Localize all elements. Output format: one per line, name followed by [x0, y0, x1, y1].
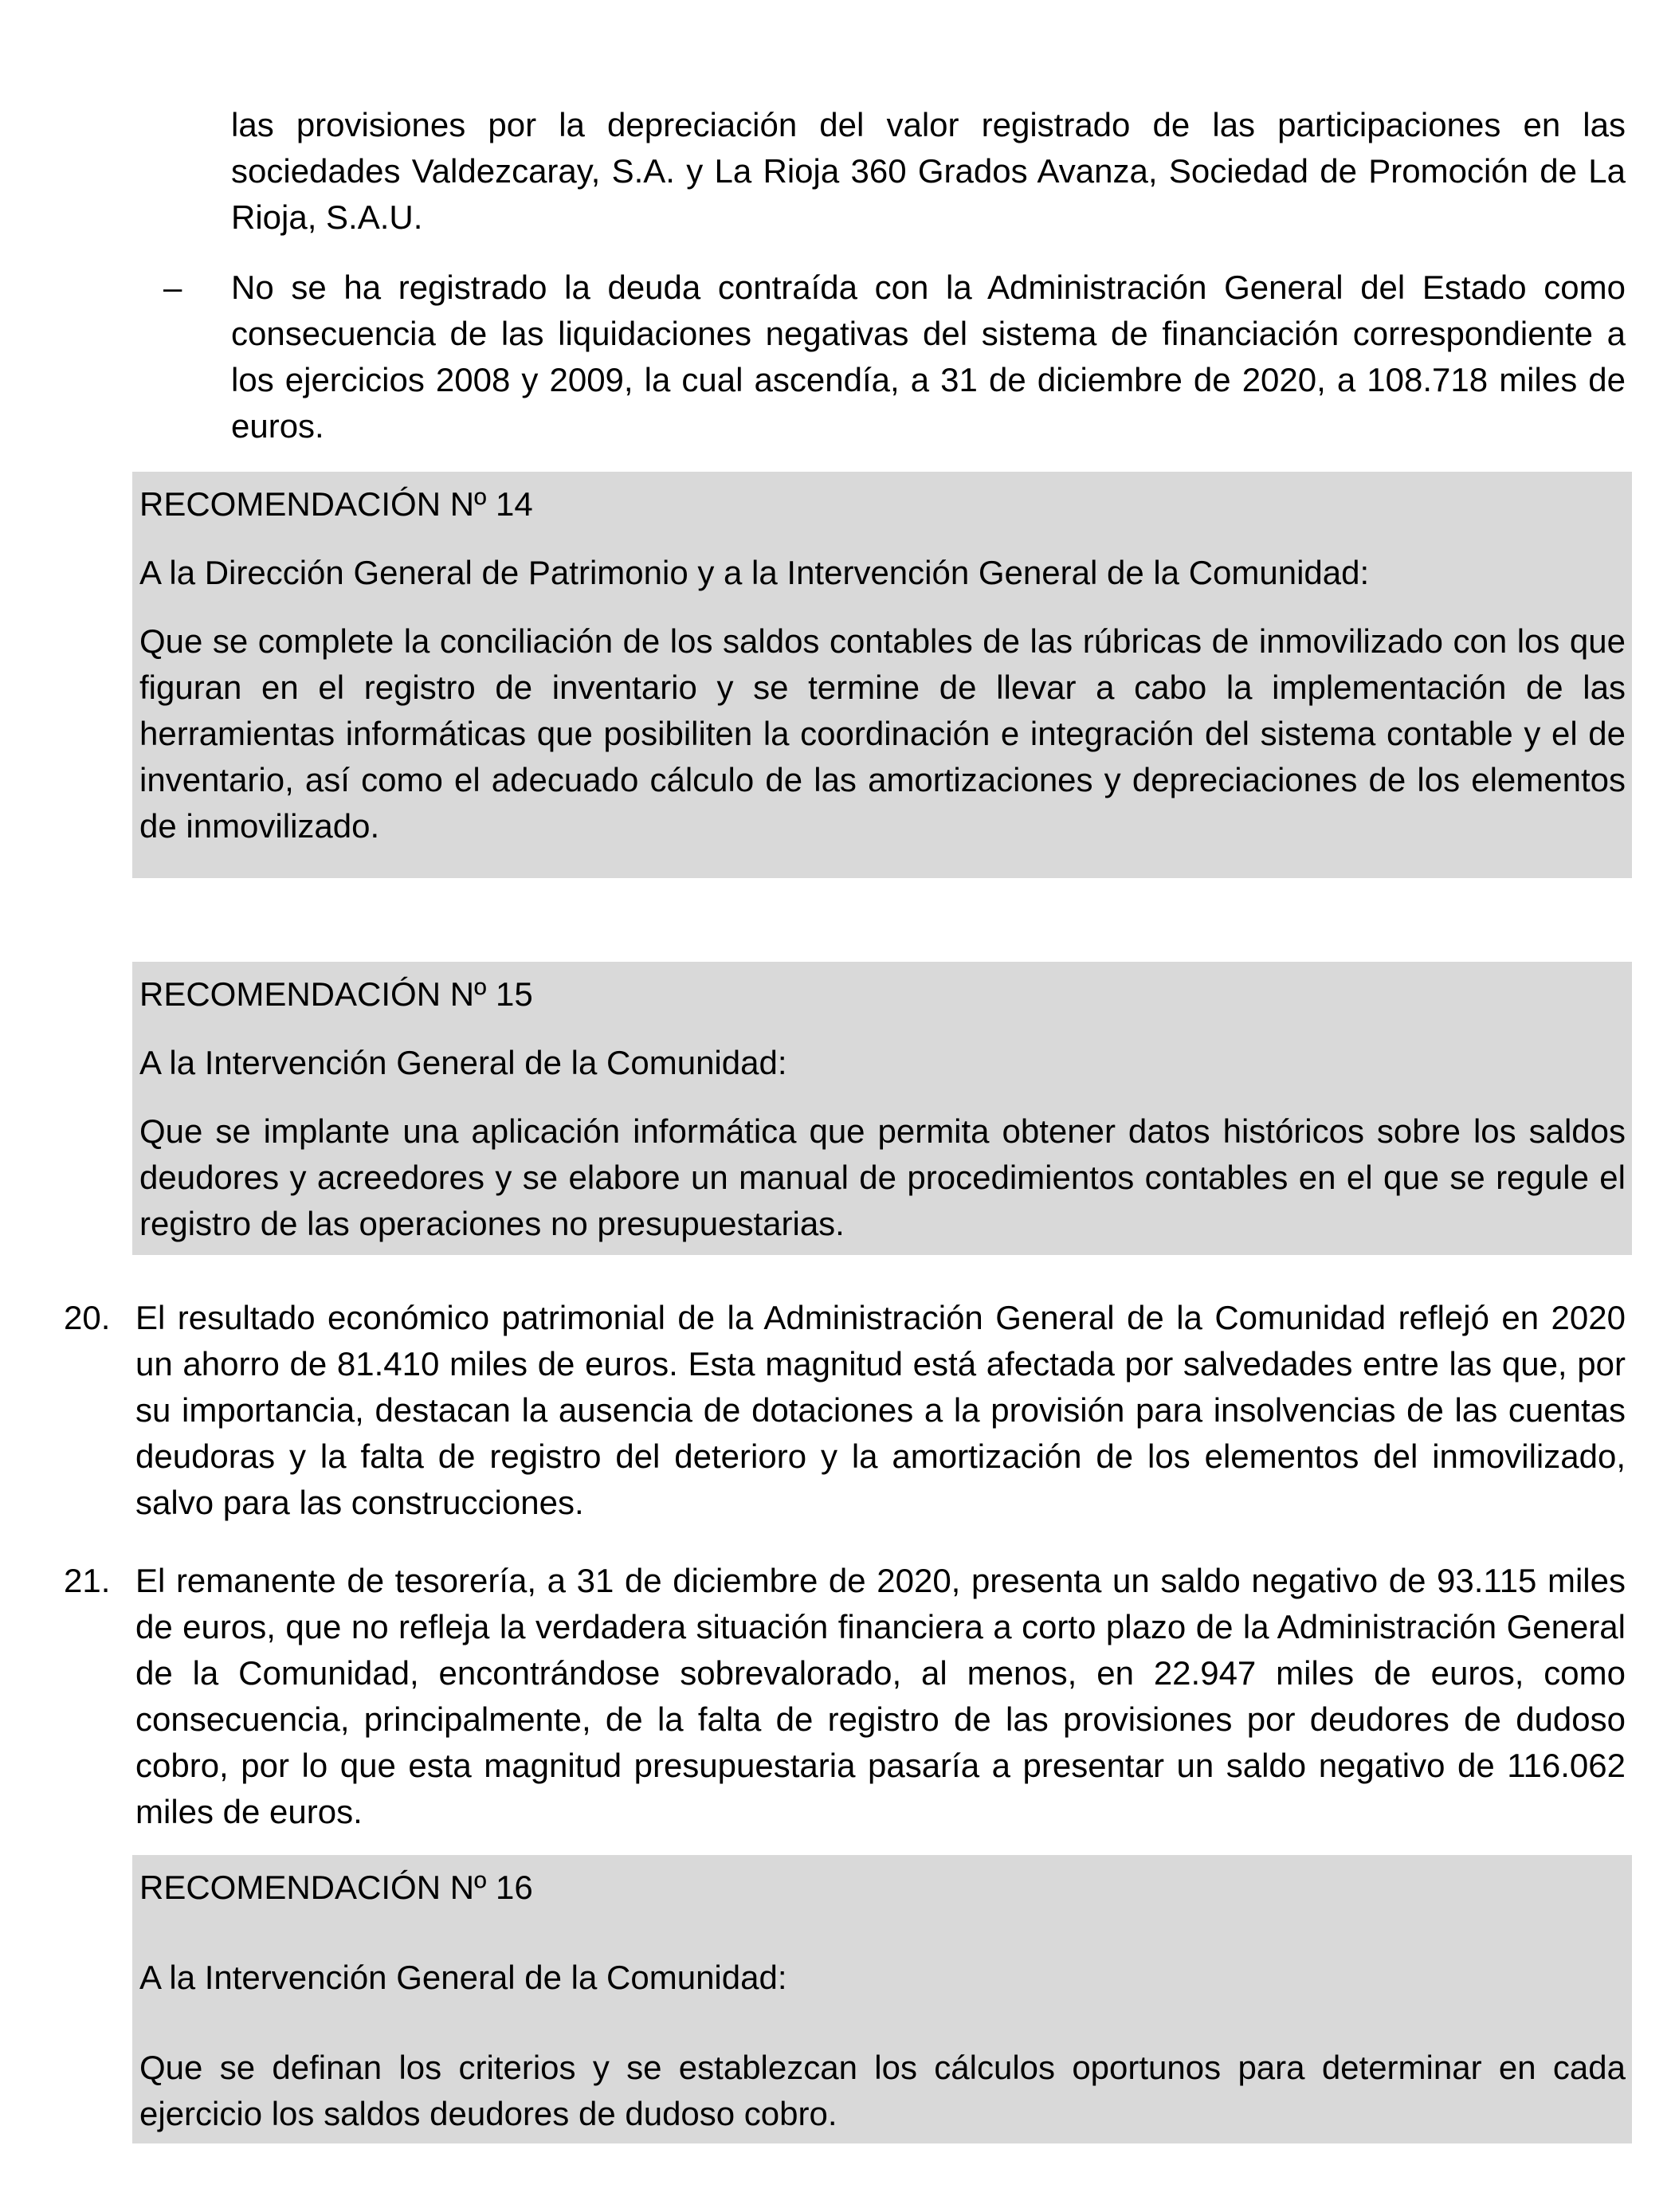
item-text: El resultado económico patrimonial de la Administración General de la Comunidad reflejó en 2020 un ahorro de 81.410 miles de euros. Esta magnitud está afectada por salvedades entre las que, por su importancia, destacan la ausencia de dotaciones a la provisión para insolvencias de las cuentas deudoras y la falta de registro del deterioro y la amortización de los elementos del inmovilizado, salvo para las construcciones.: [135, 1299, 1626, 1521]
recommendation-heading: RECOMENDACIÓN Nº 15: [139, 975, 533, 1013]
item-text: El remanente de tesorería, a 31 de diciembre de 2020, presenta un saldo negativo de 93.115 miles de euros, que no refleja la verdadera situación financiera a corto plazo de la Administración General de la Comunidad, encontrándose sobrevalorado, al menos, en 22.947 miles de euros, como consecuencia, principalmente, de la falta de registro de las provisiones por deudores de dudoso cobro, por lo que esta magnitud presupuestaria pasaría a presentar un saldo negativo de 116.062 miles de euros.: [135, 1562, 1626, 1830]
recommendation-body: Que se implante una aplicación informática que permita obtener datos históricos sobre los saldos deudores y acreedores y se elabore un manual de procedimientos contables en el que se regule el registro de las operaciones no presupuestarias.: [139, 1112, 1626, 1242]
recommendation-body: Que se complete la conciliación de los saldos contables de las rúbricas de inmovilizado con los que figuran en el registro de inventario y se termine de llevar a cabo la implementación de las herramientas informáticas que posibiliten la coordinación e integración del sistema contable y el de inventario, así como el adecuado cálculo de las amortizaciones y depreciaciones de los elementos de inmovilizado.: [139, 622, 1626, 845]
recommendation-heading: RECOMENDACIÓN Nº 16: [139, 1869, 533, 1906]
recommendation-addressee: A la Intervención General de la Comunidad:: [139, 1044, 787, 1081]
spacer: [139, 596, 1626, 618]
recommendation-body: Que se definan los criterios y se establezcan los cálculos oportunos para determinar en cada ejercicio los saldos deudores de dudoso cobro.: [139, 2049, 1626, 2132]
bullet-item: [163, 265, 1626, 449]
recommendation-addressee: A la Dirección General de Patrimonio y a la Intervención General de la Comunidad:: [139, 554, 1370, 591]
spacer: [139, 1086, 1626, 1108]
spacer: [139, 1911, 1626, 1955]
recommendation-box-16: [132, 1855, 1632, 2143]
spacer: [139, 2001, 1626, 2045]
item-number: 20.: [64, 1299, 111, 1336]
recommendation-heading: RECOMENDACIÓN Nº 14: [139, 485, 533, 523]
recommendation-box-14: [132, 472, 1632, 878]
numbered-item-21: [64, 1558, 1626, 1835]
item-number: 21.: [64, 1562, 111, 1599]
paragraph-continuation: las provisiones por la depreciación del valor registrado de las participaciones en las sociedades Valdezcaray, S.A. y La Rioja 360 Grados Avanza, Sociedad de Promoción de La Rioja, S.A.U.: [231, 106, 1626, 236]
recommendation-box-15: [132, 962, 1632, 1255]
spacer: [139, 528, 1626, 550]
bullet-text: No se ha registrado la deuda contraída con la Administración General del Estado como consecuencia de las liquidaciones negativas del sistema de financiación correspondiente a los ejercicios 2008 y 2009, la cual ascendía, a 31 de diciembre de 2020, a 108.718 miles de euros.: [231, 269, 1626, 445]
dash-bullet-marker: –: [163, 269, 182, 306]
spacer: [139, 1018, 1626, 1040]
recommendation-addressee: A la Intervención General de la Comunidad:: [139, 1959, 787, 1996]
numbered-item-20: [64, 1295, 1626, 1526]
